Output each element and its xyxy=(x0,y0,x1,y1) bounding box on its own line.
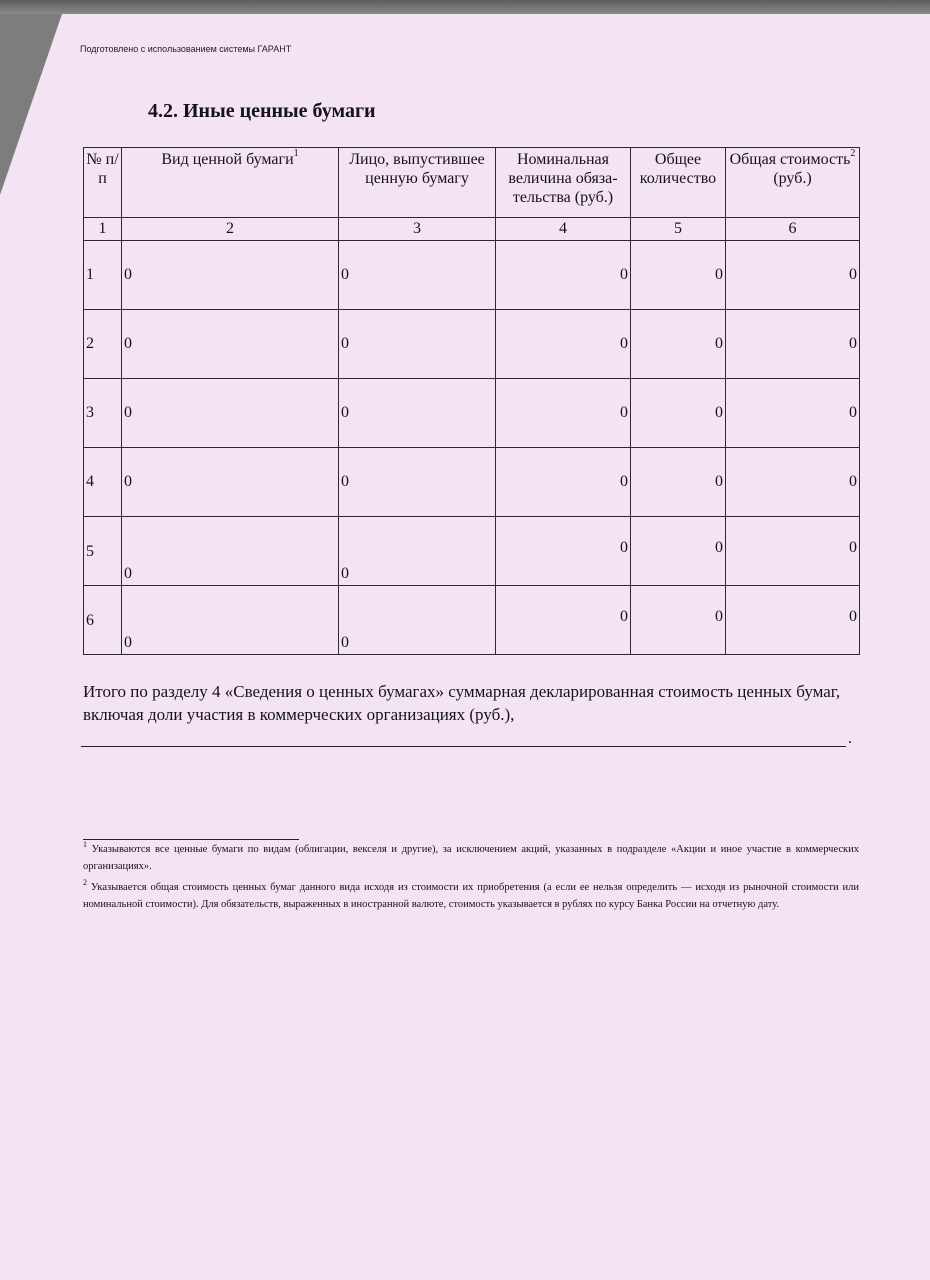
header-cell-type: Вид ценной бумаги$^1$ xyxy=(122,148,339,218)
total-value: 0 xyxy=(726,517,860,586)
quantity: 0 xyxy=(631,448,726,517)
section-title: 4.2. Иные ценные бумаги xyxy=(148,100,376,122)
issuer: 0 xyxy=(339,310,496,379)
issuer: 0 xyxy=(339,379,496,448)
row-number: 2 xyxy=(84,310,122,379)
nominal-value: 0 xyxy=(496,517,631,586)
security-type: 0 xyxy=(122,310,339,379)
row-number: 1 xyxy=(84,241,122,310)
row-number: 5 xyxy=(84,517,122,586)
issuer: 0 xyxy=(339,517,496,586)
security-type: 0 xyxy=(122,517,339,586)
table-row xyxy=(84,586,860,655)
total-value: 0 xyxy=(726,586,860,655)
nominal-value: 0 xyxy=(496,586,631,655)
table-row xyxy=(84,517,860,586)
header-cell-nominal: Номинальная величина обяза-тельства (руб.) xyxy=(496,148,631,218)
table-header-row xyxy=(84,148,860,218)
row-number: 4 xyxy=(84,448,122,517)
quantity: 0 xyxy=(631,517,726,586)
header-cell-quantity: Общее количество xyxy=(631,148,726,218)
column-number: 5 xyxy=(631,218,726,241)
summary-end-mark: . xyxy=(848,730,852,747)
column-numbers-row xyxy=(84,218,860,241)
issuer: 0 xyxy=(339,448,496,517)
total-value: 0 xyxy=(726,448,860,517)
total-value: 0 xyxy=(726,310,860,379)
column-number: 4 xyxy=(496,218,631,241)
issuer: 0 xyxy=(339,241,496,310)
quantity: 0 xyxy=(631,241,726,310)
footnote-1: $^1$ Указываются все ценные бумаги по видам (облигации, векселя и другие), за исключением акций, указанных в подразделе «Акции и иное участие в коммерческих организациях». xyxy=(83,839,860,872)
scan-edge xyxy=(0,0,930,14)
securities-table xyxy=(83,147,860,655)
nominal-value: 0 xyxy=(496,379,631,448)
security-type: 0 xyxy=(122,448,339,517)
issuer: 0 xyxy=(339,586,496,655)
header-cell-number: № п/п xyxy=(84,148,122,218)
row-number: 3 xyxy=(84,379,122,448)
total-value: 0 xyxy=(726,379,860,448)
quantity: 0 xyxy=(631,586,726,655)
quantity: 0 xyxy=(631,310,726,379)
column-number: 6 xyxy=(726,218,860,241)
security-type: 0 xyxy=(122,241,339,310)
footnotes xyxy=(83,841,859,917)
column-number: 3 xyxy=(339,218,496,241)
row-number: 6 xyxy=(84,586,122,655)
nominal-value: 0 xyxy=(496,448,631,517)
table-row xyxy=(84,310,860,379)
table-row xyxy=(84,379,860,448)
header-cell-total-value: Общая стоимость$^2$ (руб.) xyxy=(726,148,860,218)
nominal-value: 0 xyxy=(496,241,631,310)
nominal-value: 0 xyxy=(496,310,631,379)
quantity: 0 xyxy=(631,379,726,448)
table-row xyxy=(84,241,860,310)
summary-fill-line xyxy=(81,746,846,747)
column-number: 1 xyxy=(84,218,122,241)
security-type: 0 xyxy=(122,586,339,655)
table-row xyxy=(84,448,860,517)
section-summary: Итого по разделу 4 «Сведения о ценных бумагах» суммарная декларированная стоимость ценных бумаг, включая доли участия в коммерческих организациях (руб.), xyxy=(83,682,841,724)
header-note: Подготовлено с использованием системы ГАРАНТ xyxy=(80,44,292,54)
total-value: 0 xyxy=(726,241,860,310)
header-cell-issuer: Лицо, выпустившее ценную бумагу xyxy=(339,148,496,218)
footnote-divider xyxy=(83,839,299,840)
footnote-2: $^2$ Указывается общая стоимость ценных бумаг данного вида исходя из стоимости их приобретения (а если ее нельзя определить — исходя из рыночной стоимости или номинальной стоимости). Для обязательств, выраженных в иностранной валюте, стоимость указывается в рублях по курсу Банка России на отчетную дату. xyxy=(83,877,860,910)
security-type: 0 xyxy=(122,379,339,448)
column-number: 2 xyxy=(122,218,339,241)
